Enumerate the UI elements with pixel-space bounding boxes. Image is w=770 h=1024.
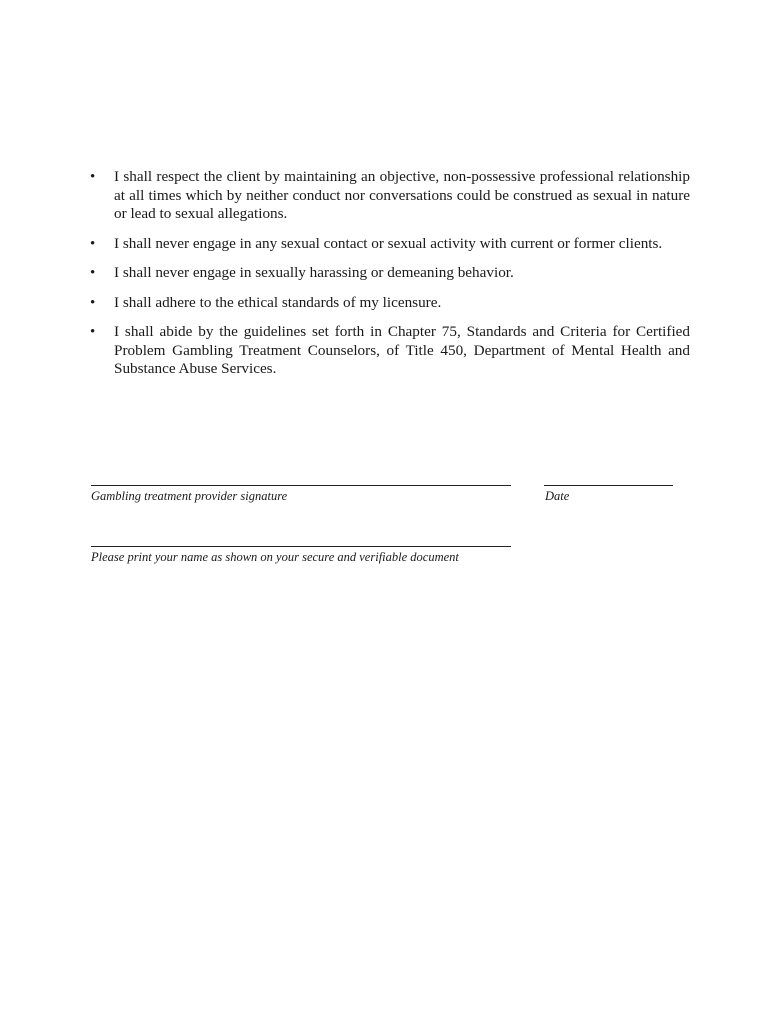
- bullet-icon: •: [90, 294, 96, 311]
- bullet-icon: •: [90, 265, 96, 281]
- date-label: Date: [545, 489, 570, 503]
- list-item: [90, 235, 690, 254]
- list-item-text: I shall never engage in any sexual contact or sexual activity with current or former clients.: [114, 234, 663, 252]
- list-item: [90, 323, 690, 379]
- list-item-text: I shall never engage in sexually harassing or demeaning behavior.: [114, 264, 514, 281]
- provider-signature-label: Gambling treatment provider signature: [91, 489, 288, 503]
- list-item: [90, 168, 690, 224]
- list-item-text: I shall abide by the guidelines set forth in Chapter 75, Standards and Criteria for Certified Problem Gambling Treatment Counselors, of Title 450, Department of Mental Health and Substance Abuse Services.: [114, 323, 690, 377]
- commitment-list: [90, 168, 690, 390]
- list-item-text: I shall respect the client by maintaining an objective, non-possessive professional relationship at all times which by neither conduct nor conversations could be construed as sexual in nature or lead to sexual allegations.: [114, 168, 690, 222]
- list-item: [90, 294, 690, 313]
- list-item: [90, 264, 690, 283]
- print-name-label: Please print your name as shown on your secure and verifiable document: [91, 550, 459, 564]
- bullet-icon: •: [90, 235, 96, 252]
- print-name-line[interactable]: [91, 546, 511, 547]
- provider-signature-line[interactable]: [91, 485, 511, 486]
- bullet-icon: •: [90, 324, 96, 340]
- date-line[interactable]: [544, 485, 673, 486]
- list-item-text: I shall adhere to the ethical standards of my licensure.: [114, 293, 442, 311]
- bullet-icon: •: [90, 169, 96, 185]
